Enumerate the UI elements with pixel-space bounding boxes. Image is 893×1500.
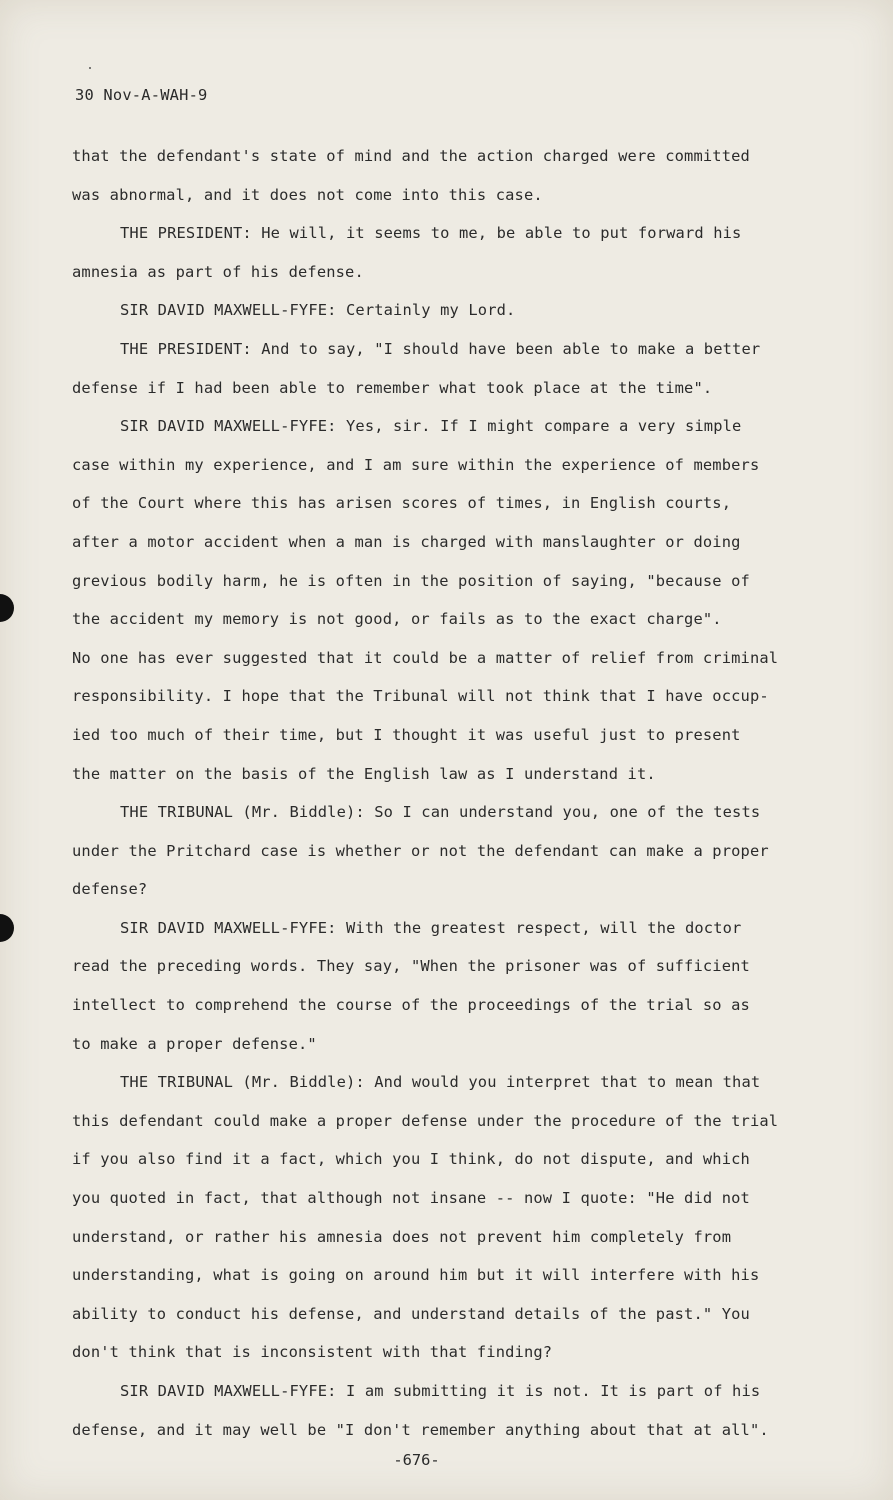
text-line: No one has ever suggested that it could be a matter of relief from criminal — [72, 648, 779, 667]
text-line: defense, and it may well be "I don't remember anything about that at all". — [72, 1420, 769, 1439]
page-number: -676- — [393, 1451, 440, 1469]
text-line: amnesia as part of his defense. — [72, 262, 364, 281]
text-line: of the Court where this has arisen scores of times, in English courts, — [72, 494, 732, 513]
text-line: responsibility. I hope that the Tribunal will not think that I have occup- — [72, 687, 769, 706]
text-line: if you also find it a fact, which you I think, do not dispute, and which — [72, 1150, 750, 1169]
text-line: SIR DAVID MAXWELL-FYFE: Yes, sir. If I might compare a very simple — [120, 417, 742, 436]
text-line: defense if I had been able to remember what took place at the time". — [72, 378, 713, 397]
text-line: THE TRIBUNAL (Mr. Biddle): So I can understand you, one of the tests — [120, 803, 761, 822]
text-line: this defendant could make a proper defense under the procedure of the trial — [72, 1111, 779, 1130]
text-line: read the preceding words. They say, "When the prisoner was of sufficient — [72, 957, 750, 976]
text-line: THE PRESIDENT: And to say, "I should have been able to make a better — [120, 339, 761, 358]
text-line: SIR DAVID MAXWELL-FYFE: Certainly my Lord. — [120, 301, 516, 320]
punch-hole — [0, 914, 14, 942]
text-line: grevious bodily harm, he is often in the position of saying, "because of — [72, 571, 750, 590]
text-line: was abnormal, and it does not come into this case. — [72, 185, 543, 204]
text-line: the accident my memory is not good, or fails as to the exact charge". — [72, 610, 722, 629]
text-line: SIR DAVID MAXWELL-FYFE: I am submitting it is not. It is part of his — [120, 1382, 761, 1400]
text-line: that the defendant's state of mind and the action charged were committed — [72, 147, 750, 165]
text-line: THE TRIBUNAL (Mr. Biddle): And would you interpret that to mean that — [120, 1073, 761, 1092]
text-line: intellect to comprehend the course of the proceedings of the trial so as — [72, 996, 750, 1015]
punch-hole — [0, 594, 14, 622]
text-line: understanding, what is going on around him but it will interfere with his — [72, 1266, 760, 1285]
text-line: understand, or rather his amnesia does not prevent him completely from — [72, 1227, 732, 1246]
text-line: after a motor accident when a man is charged with manslaughter or doing — [72, 532, 741, 551]
text-line: the matter on the basis of the English law as I understand it. — [72, 764, 656, 783]
text-line: ability to conduct his defense, and understand details of the past." You — [72, 1304, 750, 1323]
document-header: 30 Nov-A-WAH-9 — [75, 86, 208, 104]
text-line: ied too much of their time, but I thought it was useful just to present — [72, 725, 741, 744]
ink-dot — [89, 67, 91, 69]
text-line: defense? — [72, 880, 148, 899]
transcript-body — [72, 137, 798, 1449]
text-line: you quoted in fact, that although not insane -- now I quote: "He did not — [72, 1189, 750, 1208]
text-line: SIR DAVID MAXWELL-FYFE: With the greatest respect, will the doctor — [120, 918, 742, 937]
text-line: THE PRESIDENT: He will, it seems to me, be able to put forward his — [120, 224, 742, 243]
text-line: to make a proper defense." — [72, 1034, 317, 1053]
text-line: don't think that is inconsistent with that finding? — [72, 1343, 553, 1362]
text-line: case within my experience, and I am sure within the experience of members — [72, 455, 760, 474]
text-line: under the Pritchard case is whether or not the defendant can make a proper — [72, 841, 769, 860]
